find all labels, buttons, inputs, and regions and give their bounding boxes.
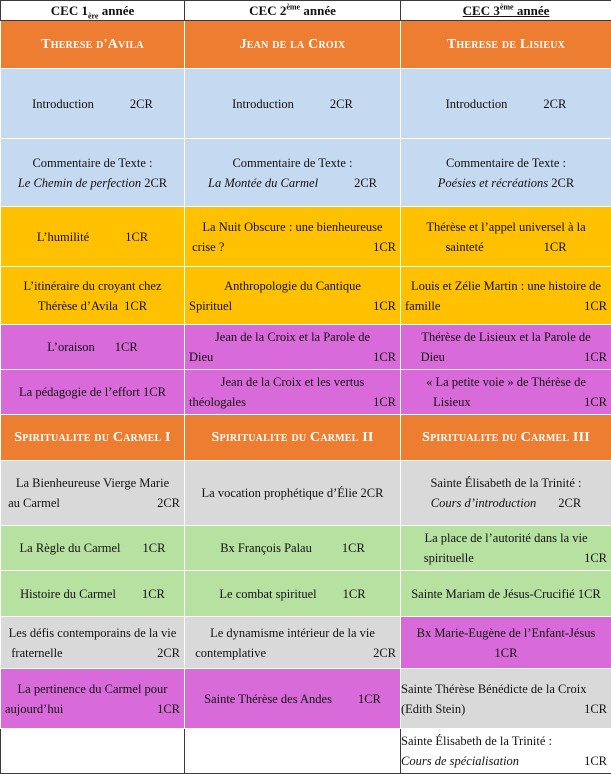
course-cell: Sainte Thérèse des Andes 1CR	[185, 669, 401, 729]
course-cell: La pédagogie de l’effort 1CR	[1, 370, 185, 415]
course-row	[1, 617, 611, 669]
course-cell: Le dynamisme intérieur de la vie contemplative 2CR	[185, 617, 401, 669]
course-cell: Jean de la Croix et les vertus théologales 1CR	[185, 370, 401, 415]
section-title: Spiritualite du Carmel III	[401, 415, 611, 461]
course-cell: L’oraison 1CR	[1, 325, 185, 370]
course-cell: Jean de la Croix et la Parole de Dieu 1CR	[185, 325, 401, 370]
course-cell: Commentaire de Texte : Poésies et récréations 2CR	[401, 139, 611, 207]
course-cell: Bx Marie-Eugène de l’Enfant-Jésus 1CR	[401, 617, 611, 669]
course-cell: Introduction 2CR	[401, 69, 611, 139]
course-cell: Sainte Mariam de Jésus-Crucifié 1CR	[401, 571, 611, 617]
section-header-row	[1, 21, 611, 69]
year-3-header: CEC 3ème année	[401, 1, 611, 21]
course-row	[1, 526, 611, 571]
course-cell: La Règle du Carmel 1CR	[1, 526, 185, 571]
course-cell: Commentaire de Texte : La Montée du Carmel 2CR	[185, 139, 401, 207]
course-cell: Bx François Palau 1CR	[185, 526, 401, 571]
course-cell: Thérèse de Lisieux et la Parole de Dieu 1CR	[401, 325, 611, 370]
course-cell: La pertinence du Carmel pour aujourd’hui 1CR	[1, 669, 185, 729]
course-row	[1, 669, 611, 729]
course-cell: Sainte Élisabeth de la Trinité : Cours de spécialisation 1CR	[401, 729, 611, 774]
section-title: Spiritualite du Carmel II	[185, 415, 401, 461]
course-cell: Sainte Élisabeth de la Trinité : Cours d’introduction 2CR	[401, 461, 611, 526]
course-cell: « La petite voie » de Thérèse de Lisieux 1CR	[401, 370, 611, 415]
course-row	[1, 267, 611, 325]
section-title: Therese de Lisieux	[401, 21, 611, 69]
course-row	[1, 461, 611, 526]
course-cell: Les défis contemporains de la vie fraternelle 2CR	[1, 617, 185, 669]
course-cell: Introduction 2CR	[185, 69, 401, 139]
course-cell: Commentaire de Texte : Le Chemin de perfection 2CR	[1, 139, 185, 207]
course-row	[1, 325, 611, 370]
year-header-row	[1, 1, 611, 21]
course-row	[1, 729, 611, 774]
course-cell: Louis et Zélie Martin : une histoire de famille 1CR	[401, 267, 611, 325]
course-cell: Anthropologie du Cantique Spirituel 1CR	[185, 267, 401, 325]
course-cell: La place de l’autorité dans la vie spirituelle 1CR	[401, 526, 611, 571]
course-row	[1, 207, 611, 267]
course-cell: L’humilité 1CR	[1, 207, 185, 267]
empty-cell	[185, 729, 401, 774]
section-title: Spiritualite du Carmel I	[1, 415, 185, 461]
section-header-row	[1, 415, 611, 461]
course-row	[1, 571, 611, 617]
course-cell: Thérèse et l’appel universel à la sainteté 1CR	[401, 207, 611, 267]
section-title: Therese d'Avila	[1, 21, 185, 69]
course-cell: L’itinéraire du croyant chez Thérèse d’Avila 1CR	[1, 267, 185, 325]
course-row	[1, 139, 611, 207]
course-cell: La vocation prophétique d’Élie 2CR	[185, 461, 401, 526]
year-1-header: CEC $1_{ère}$ année	[1, 1, 185, 21]
section-title: Jean de la Croix	[185, 21, 401, 69]
empty-cell	[1, 729, 185, 774]
course-row	[1, 69, 611, 139]
year-2-header: CEC 2ème année	[185, 1, 401, 21]
course-row	[1, 370, 611, 415]
course-cell: La Nuit Obscure : une bienheureuse crise ? 1CR	[185, 207, 401, 267]
course-cell: La Bienheureuse Vierge Marie au Carmel 2CR	[1, 461, 185, 526]
course-cell: Le combat spirituel 1CR	[185, 571, 401, 617]
course-cell: Sainte Thérèse Bénédicte de la Croix (Edith Stein) 1CR	[401, 669, 611, 729]
course-cell: Histoire du Carmel 1CR	[1, 571, 185, 617]
course-cell: Introduction 2CR	[1, 69, 185, 139]
